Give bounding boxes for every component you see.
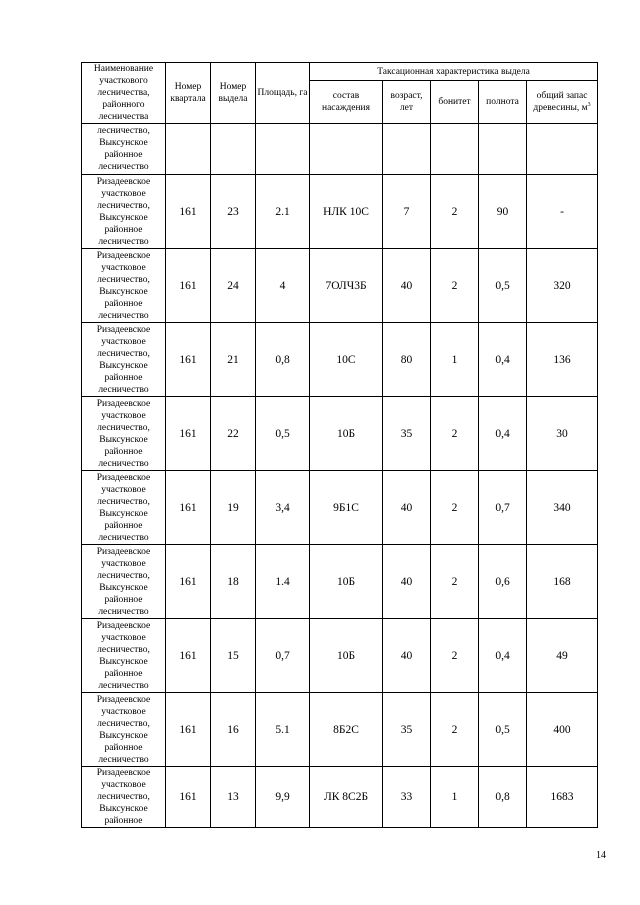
age-cell: 33 bbox=[383, 767, 431, 828]
name-cell: Ризадеевское участковое лесничество, Выксунское районное лесничество bbox=[82, 471, 166, 545]
polnota-cell: 0,5 bbox=[479, 693, 527, 767]
header-sostav: состав насаждения bbox=[310, 81, 383, 124]
header-polnota: полнота bbox=[479, 81, 527, 124]
area-cell: 3,4 bbox=[256, 471, 310, 545]
bonitet-cell: 2 bbox=[431, 545, 479, 619]
continuation-empty-cell bbox=[431, 124, 479, 175]
header-age: возраст, лет bbox=[383, 81, 431, 124]
kvartal-cell: 161 bbox=[166, 545, 211, 619]
age-cell: 40 bbox=[383, 471, 431, 545]
sostav-cell: 10Б bbox=[310, 619, 383, 693]
continuation-empty-cell bbox=[166, 124, 211, 175]
name-cell: Ризадеевское участковое лесничество, Выксунское районное лесничество bbox=[82, 619, 166, 693]
table-row bbox=[82, 323, 598, 397]
sostav-cell: 10Б bbox=[310, 545, 383, 619]
vydel-cell: 18 bbox=[211, 545, 256, 619]
area-cell: 9,9 bbox=[256, 767, 310, 828]
name-cell: Ризадеевское участковое лесничество, Выксунское районное лесничество bbox=[82, 323, 166, 397]
bonitet-cell: 2 bbox=[431, 693, 479, 767]
header-zapas-text: общий запас древесины, м bbox=[533, 91, 588, 113]
name-cell: Ризадеевское участковое лесничество, Выксунское районное лесничество bbox=[82, 249, 166, 323]
zapas-cell: 400 bbox=[527, 693, 598, 767]
area-cell: 5.1 bbox=[256, 693, 310, 767]
table-row bbox=[82, 619, 598, 693]
header-kvartal: Номер квартала bbox=[166, 63, 211, 124]
header-zapas bbox=[527, 81, 598, 124]
page-number: 14 bbox=[596, 850, 606, 861]
age-cell: 35 bbox=[383, 397, 431, 471]
kvartal-cell: 161 bbox=[166, 323, 211, 397]
polnota-cell: 0,4 bbox=[479, 323, 527, 397]
bonitet-cell: 2 bbox=[431, 397, 479, 471]
kvartal-cell: 161 bbox=[166, 693, 211, 767]
vydel-cell: 24 bbox=[211, 249, 256, 323]
area-cell: 1.4 bbox=[256, 545, 310, 619]
age-cell: 80 bbox=[383, 323, 431, 397]
sostav-cell: 10Б bbox=[310, 397, 383, 471]
bonitet-cell: 2 bbox=[431, 619, 479, 693]
vydel-cell: 22 bbox=[211, 397, 256, 471]
bonitet-cell: 1 bbox=[431, 323, 479, 397]
zapas-cell: 1683 bbox=[527, 767, 598, 828]
kvartal-cell: 161 bbox=[166, 175, 211, 249]
table-row bbox=[82, 693, 598, 767]
polnota-cell: 0,6 bbox=[479, 545, 527, 619]
header-area: Площадь, га bbox=[256, 63, 310, 124]
area-cell: 0,7 bbox=[256, 619, 310, 693]
bonitet-cell: 2 bbox=[431, 175, 479, 249]
name-cell: Ризадеевское участковое лесничество, Выксунское районное лесничество bbox=[82, 693, 166, 767]
header-bonitet: бонитет bbox=[431, 81, 479, 124]
zapas-cell: 168 bbox=[527, 545, 598, 619]
age-cell: 40 bbox=[383, 545, 431, 619]
age-cell: 7 bbox=[383, 175, 431, 249]
zapas-cell: - bbox=[527, 175, 598, 249]
continuation-empty-cell bbox=[310, 124, 383, 175]
area-cell: 4 bbox=[256, 249, 310, 323]
continuation-name-cell: лесничество, Выксунское районное лесничество bbox=[82, 124, 166, 175]
continuation-empty-cell bbox=[256, 124, 310, 175]
bonitet-cell: 2 bbox=[431, 471, 479, 545]
table-row bbox=[82, 471, 598, 545]
vydel-cell: 23 bbox=[211, 175, 256, 249]
vydel-cell: 15 bbox=[211, 619, 256, 693]
area-cell: 0,8 bbox=[256, 323, 310, 397]
header-zapas-sup: 3 bbox=[587, 101, 591, 108]
polnota-cell: 0,5 bbox=[479, 249, 527, 323]
polnota-cell: 0,7 bbox=[479, 471, 527, 545]
table-row bbox=[82, 397, 598, 471]
forest-table bbox=[81, 62, 598, 828]
polnota-cell: 90 bbox=[479, 175, 527, 249]
sostav-cell: 7ОЛЧ3Б bbox=[310, 249, 383, 323]
polnota-cell: 0,4 bbox=[479, 619, 527, 693]
kvartal-cell: 161 bbox=[166, 249, 211, 323]
kvartal-cell: 161 bbox=[166, 619, 211, 693]
continuation-empty-cell bbox=[479, 124, 527, 175]
continuation-empty-cell bbox=[211, 124, 256, 175]
age-cell: 40 bbox=[383, 249, 431, 323]
kvartal-cell: 161 bbox=[166, 471, 211, 545]
name-cell: Ризадеевское участковое лесничество, Выксунское районное лесничество bbox=[82, 175, 166, 249]
kvartal-cell: 161 bbox=[166, 397, 211, 471]
bonitet-cell: 1 bbox=[431, 767, 479, 828]
table-row bbox=[82, 249, 598, 323]
vydel-cell: 19 bbox=[211, 471, 256, 545]
bonitet-cell: 2 bbox=[431, 249, 479, 323]
table-row-continuation bbox=[82, 124, 598, 175]
polnota-cell: 0,4 bbox=[479, 397, 527, 471]
zapas-cell: 320 bbox=[527, 249, 598, 323]
table-row bbox=[82, 545, 598, 619]
kvartal-cell: 161 bbox=[166, 767, 211, 828]
name-cell: Ризадеевское участковое лесничество, Выксунское районное лесничество bbox=[82, 545, 166, 619]
continuation-empty-cell bbox=[527, 124, 598, 175]
name-cell: Ризадеевское участковое лесничество, Выксунское районное bbox=[82, 767, 166, 828]
zapas-cell: 136 bbox=[527, 323, 598, 397]
vydel-cell: 16 bbox=[211, 693, 256, 767]
vydel-cell: 13 bbox=[211, 767, 256, 828]
header-name: Наименование участкового лесничества, районного лесничества bbox=[82, 63, 166, 124]
sostav-cell: 8Б2С bbox=[310, 693, 383, 767]
header-taxation-group: Таксационная характеристика выдела bbox=[310, 63, 598, 81]
age-cell: 35 bbox=[383, 693, 431, 767]
sostav-cell: 10С bbox=[310, 323, 383, 397]
header-vydel: Номер выдела bbox=[211, 63, 256, 124]
zapas-cell: 30 bbox=[527, 397, 598, 471]
area-cell: 0,5 bbox=[256, 397, 310, 471]
zapas-cell: 49 bbox=[527, 619, 598, 693]
sostav-cell: 9Б1С bbox=[310, 471, 383, 545]
vydel-cell: 21 bbox=[211, 323, 256, 397]
continuation-empty-cell bbox=[383, 124, 431, 175]
table-row bbox=[82, 175, 598, 249]
sostav-cell: НЛК 10С bbox=[310, 175, 383, 249]
table-row bbox=[82, 767, 598, 828]
polnota-cell: 0,8 bbox=[479, 767, 527, 828]
area-cell: 2.1 bbox=[256, 175, 310, 249]
name-cell: Ризадеевское участковое лесничество, Выксунское районное лесничество bbox=[82, 397, 166, 471]
age-cell: 40 bbox=[383, 619, 431, 693]
zapas-cell: 340 bbox=[527, 471, 598, 545]
sostav-cell: ЛК 8С2Б bbox=[310, 767, 383, 828]
